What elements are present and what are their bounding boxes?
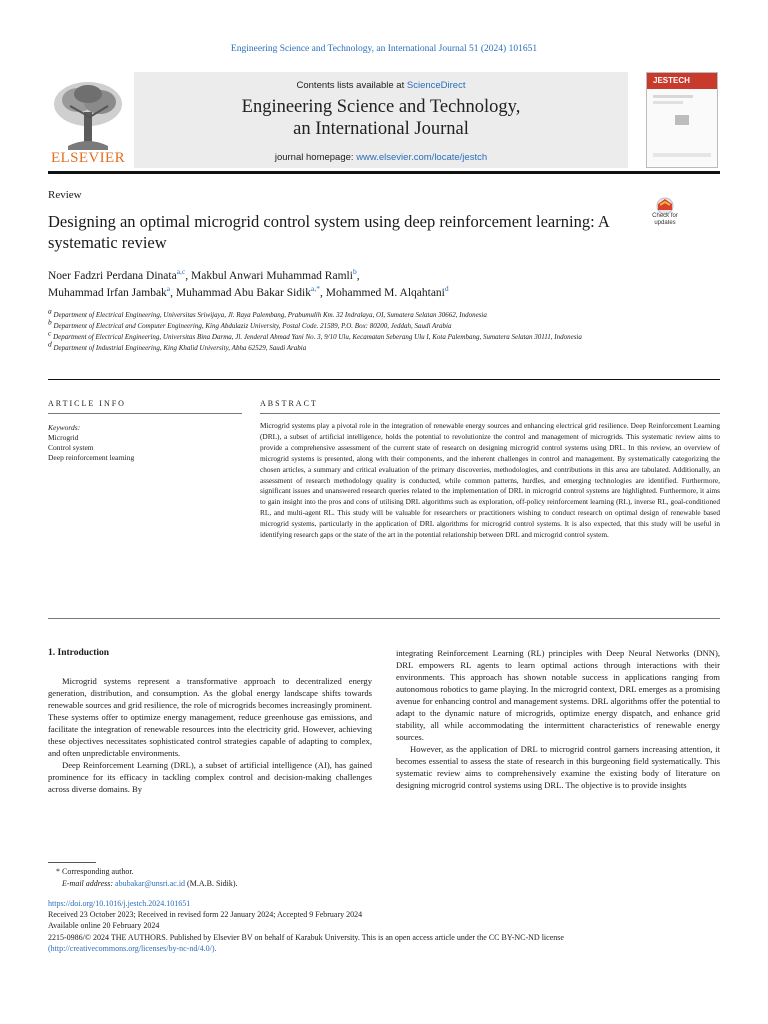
contents-available-line [134,80,628,91]
affiliation-label: d [48,339,52,349]
available-online: Available online 20 February 2024 [48,921,160,931]
keyword-item: Microgrid [48,433,79,442]
journal-reference[interactable]: Engineering Science and Technology, an International Journal 51 (2024) 101651 [230,44,538,54]
sciencedirect-link[interactable]: ScienceDirect [406,80,466,91]
journal-homepage-line [134,152,628,163]
abstract-text: Microgrid systems play a pivotal role in the integration of renewable energy sources and enhancing electrical grid resilience. Deep Reinforcement Learning (DRL), a subset of artificial intelligence, holds the potential to revolutionize the control and management of microgrids. This systematic review aims to provide a comprehensive assessment of the current state of research on designing microgrid control systems using DRL. In this review, an overview of microgrid systems is presented, along with their components, and the inherent challenges in control and management. By systematically categorizing the chosen articles, a summary and critical evaluation of the primary discoveries, methodologies, and contributions in this area are tabulated. Additionally, an assessment of research methodology quality is conducted, while common patterns, hurdles, and emerging technologies are identified. Furthermore, significant issues and unanswered research queries related to the implementation of DRL in microgrid control systems are highlighted. Furthermore, it aims to gain insight into the pros and cons of utilising DRL algorithms such as exploration, off-policy reinforcement learning (RL), inverse RL, goal-conditioned RL, and multi-agent RL. This study will be valuable for researchers or practitioners wishing to conduct research on optimal design of renewable based microgrid systems, particularly in the application of DRL algorithms for microgrid control systems. It is also expected, that this study will be useful in identifying research gaps or the state of the art in the potential relationship between DRL and microgrid control system. [260,421,720,540]
journal-cover-thumbnail[interactable] [646,72,718,168]
keyword-item: Control system [48,443,94,452]
email-note [48,878,720,890]
affiliation-text: Department of Electrical Engineering, Universitas Sriwijaya, Jl. Raya Palembang, Prabumulih Km. 32 Indralaya, OI, Sumatera Selatan 30662, Indonesia [53,311,487,319]
body-paragraph: However, as the application of DRL to microgrid control garners increasing attention, it becomes essential to assess the state of research in this burgeoning field systematically. This systematic review aims to comprehensively examine the existing body of literature on designing microgrid control systems using DRL. The objective is to provide insights [396,744,720,790]
author-affiliation-marker[interactable]: a,* [311,284,320,294]
check-for-updates-label[interactable]: Check for updates [652,213,678,226]
abstract-bottom-rule [48,618,720,619]
publication-info [48,898,720,954]
body-paragraph: integrating Reinforcement Learning (RL) principles with Deep Neural Networks (DNN), DRL empowers RL agents to learn optimal actions through interactions with their environments. This approach has shown notable success in applications ranging from autonomous robotics to game playing. In the microgrid context, DRL emerges as a promising avenue for enhancing control and management systems. DRL algorithms offer the potential to adapt to the dynamic nature of microgrids, optimize energy dispatch, and enhance grid stability, all while accommodating the intermittent characteristics of renewable energy sources. [396,648,720,742]
corresponding-author-text: Corresponding author. [62,867,134,876]
journal-title [134,96,628,140]
author-affiliation-marker[interactable]: d [444,284,449,294]
affiliation-item [48,328,638,342]
affiliation-label: c [48,328,52,338]
introduction-heading: 1. Introduction [48,648,110,658]
author-name[interactable]: Mohammed M. Alqahtani [325,287,445,299]
license-link[interactable]: (http://creativecommons.org/licenses/by-nc-nd/4.0/). [48,943,217,953]
contents-prefix: Contents lists available at [296,80,407,91]
cover-label: JESTECH [653,76,690,85]
affiliation-text: Department of Electrical Engineering, Universitas Bina Darma, Jl. Jenderal Ahmad Yani No. 3, 9/10 Ulu, Kecamatan Seberang Ulu I, Kota Palembang, Sumatera Selatan 30111, Indonesia [53,333,582,341]
email-link[interactable]: abubakar@unsri.ac.id [115,879,186,888]
cover-art-icon [647,89,717,167]
cover-banner [647,73,717,89]
affiliation-text: Department of Industrial Engineering, King Khalid University, Abha 62529, Saudi Arabia [53,344,307,352]
author-affiliation-marker[interactable]: b [352,267,357,277]
masthead-rule [48,171,720,174]
article-title: Designing an optimal microgrid control system using deep reinforcement learning: A systematic review [48,212,609,252]
body-paragraph: Deep Reinforcement Learning (DRL), a subset of artificial intelligence (AI), has gained prominence for its efficacy in tackling complex control and decision-making challenges across diverse domains. By [48,760,372,794]
email-owner: (M.A.B. Sidik). [185,879,238,888]
keywords-label: Keywords: [48,423,81,432]
author-affiliation-marker[interactable]: a [166,284,171,294]
license-text: 2215-0986/© 2024 THE AUTHORS. Published by Elsevier BV on behalf of Karabuk University. This is an open access article under the CC BY-NC-ND license [48,932,564,942]
keywords-block [48,423,242,463]
journal-title-line1: Engineering Science and Technology, [241,97,521,117]
author-name[interactable]: Muhammad Abu Bakar Sidik [175,287,312,299]
body-column-right [396,647,720,791]
author-affiliation-marker[interactable]: a,c [176,267,186,277]
author-list: Noer Fadzri Perdana Dinata$^{a,c}$, Makbul Anwari Muhammad Ramli$^b$, Muhammad Irfan Jambak$^a$, Muhammad Abu Bakar Sidik$^{a,*}$, Mohammed M. Alqahtani$^d$ [48,267,449,299]
article-info-rule [48,413,242,414]
body-column-left [48,675,372,795]
article-info-heading: ARTICLE INFO [48,399,126,408]
abstract-rule [260,413,720,414]
corresponding-author-note: * Corresponding author. [56,867,134,876]
abstract-heading: ABSTRACT [260,399,318,408]
affiliation-text: Department of Electrical and Computer Engineering, King Abdulaziz University, Postal Code. 21589, P.O. Box: 80200, Jeddah, Saudi Arabia [53,322,452,330]
doi-link[interactable]: https://doi.org/10.1016/j.jestch.2024.101651 [48,899,191,908]
affiliation-label: a [48,306,52,316]
homepage-prefix: journal homepage: [274,152,357,163]
elsevier-wordmark: ELSEVIER [50,150,126,166]
author-name[interactable]: Noer Fadzri Perdana Dinata [48,270,177,282]
section-divider [48,379,720,380]
received-dates: Received 23 October 2023; Received in revised form 22 January 2024; Accepted 9 February 2024 [48,910,363,920]
affiliation-item [48,339,638,353]
article-type: Review [48,189,82,201]
author-name[interactable]: Makbul Anwari Muhammad Ramli [190,270,353,282]
author-name[interactable]: Muhammad Irfan Jambak [48,287,167,299]
keyword-item: Deep reinforcement learning [48,453,135,462]
footnotes [48,866,720,890]
homepage-link[interactable]: www.elsevier.com/locate/jestch [356,152,488,163]
email-label: E-mail address: [62,879,116,888]
affiliation-label: b [48,317,52,327]
affiliation-item [48,306,638,320]
journal-title-line2: an International Journal [293,119,469,139]
affiliation-list [48,306,638,354]
affiliation-item [48,317,638,331]
footnote-rule [48,862,96,863]
body-paragraph: Microgrid systems represent a transformative approach to decentralized energy generation, distribution, and consumption. As the global energy landscape shifts towards renewable sources and grid resilience, the role of microgrids becomes increasingly prominent. These systems offer to optimize energy management, reduce greenhouse gas emissions, and facilitate the integration of renewable resources into the electricity grid. However, achieving these objectives necessitates sophisticated control strategies capable of adapting to complex, and often unpredictable environments. [48,676,372,758]
